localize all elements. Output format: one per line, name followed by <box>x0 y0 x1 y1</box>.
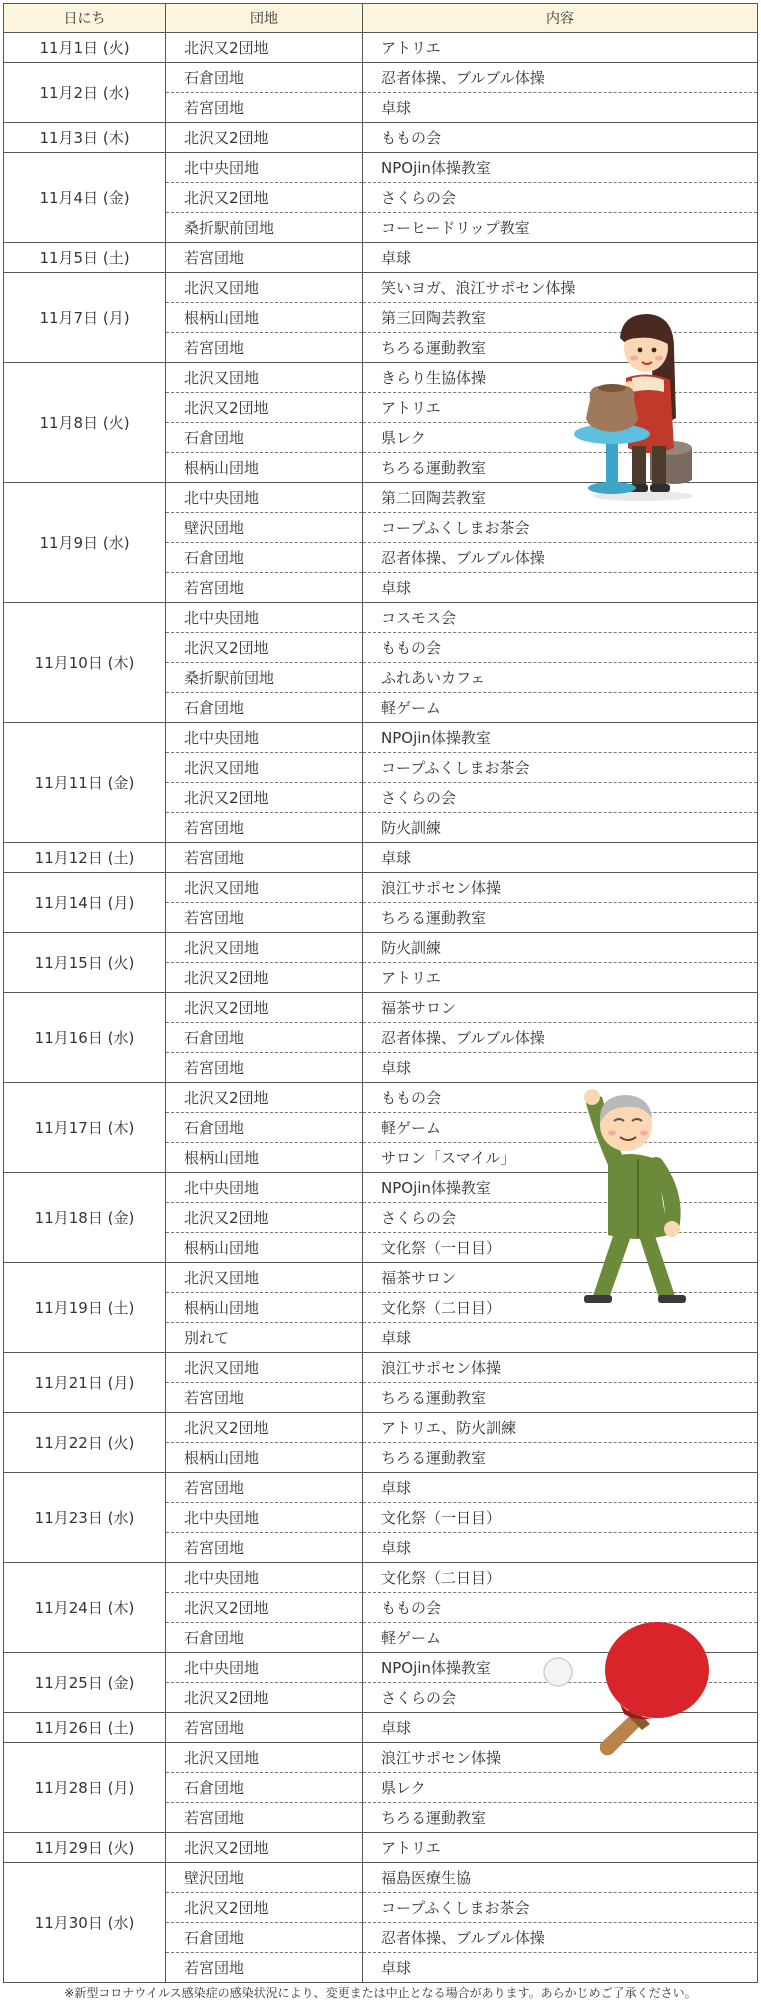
content-cell: 文化祭（一日目） <box>363 1503 758 1533</box>
date-cell: 11月12日 (土) <box>4 843 166 873</box>
date-cell: 11月24日 (木) <box>4 1563 166 1653</box>
date-cell: 11月29日 (火) <box>4 1833 166 1863</box>
date-cell: 11月10日 (木) <box>4 603 166 723</box>
content-cell: 卓球 <box>363 93 758 123</box>
danchi-cell: 北沢又2団地 <box>166 1683 363 1713</box>
danchi-cell: 北沢又2団地 <box>166 1833 363 1863</box>
schedule-row <box>4 1353 758 1383</box>
content-cell: NPOjin体操教室 <box>363 723 758 753</box>
danchi-cell: 北沢又2団地 <box>166 393 363 423</box>
danchi-cell: 北沢又2団地 <box>166 1893 363 1923</box>
table-tennis-paddle-illustration <box>542 1618 712 1758</box>
danchi-cell: 壁沢団地 <box>166 513 363 543</box>
danchi-cell: 北沢又団地 <box>166 1353 363 1383</box>
content-cell: 文化祭（二日目） <box>363 1293 758 1323</box>
content-cell: ちろる運動教室 <box>363 1803 758 1833</box>
schedule-row <box>4 873 758 903</box>
content-cell: 福茶サロン <box>363 1263 758 1293</box>
content-cell: きらり生協体操 <box>363 363 758 393</box>
content-cell: 笑いヨガ、浪江サポセン体操 <box>363 273 758 303</box>
content-cell: コーヒードリップ教室 <box>363 213 758 243</box>
content-cell: コープふくしまお茶会 <box>363 513 758 543</box>
date-cell: 11月23日 (水) <box>4 1473 166 1563</box>
schedule-row <box>4 243 758 273</box>
header-content: 内容 <box>363 4 758 33</box>
danchi-cell: 若宮団地 <box>166 1053 363 1083</box>
content-cell: 浪江サポセン体操 <box>363 1353 758 1383</box>
danchi-cell: 北沢又2団地 <box>166 993 363 1023</box>
content-cell: 防火訓練 <box>363 813 758 843</box>
date-cell: 11月14日 (月) <box>4 873 166 933</box>
content-cell: サロン「スマイル」 <box>363 1143 758 1173</box>
content-cell: 軽ゲーム <box>363 1113 758 1143</box>
danchi-cell: 石倉団地 <box>166 1113 363 1143</box>
danchi-cell: 北沢又団地 <box>166 1743 363 1773</box>
danchi-cell: 根柄山団地 <box>166 1143 363 1173</box>
danchi-cell: 北中央団地 <box>166 1503 363 1533</box>
danchi-cell: 北沢又2団地 <box>166 123 363 153</box>
danchi-cell: 北沢又団地 <box>166 273 363 303</box>
danchi-cell: 根柄山団地 <box>166 1293 363 1323</box>
content-cell: 卓球 <box>363 1713 758 1743</box>
content-cell: NPOjin体操教室 <box>363 1653 758 1683</box>
schedule-row <box>4 1563 758 1593</box>
content-cell: 福島医療生協 <box>363 1863 758 1893</box>
content-cell: 卓球 <box>363 573 758 603</box>
schedule-row <box>4 273 758 303</box>
danchi-cell: 壁沢団地 <box>166 1863 363 1893</box>
danchi-cell: 北沢又2団地 <box>166 183 363 213</box>
danchi-cell: 桑折駅前団地 <box>166 213 363 243</box>
content-cell: 第二回陶芸教室 <box>363 483 758 513</box>
danchi-cell: 北沢又2団地 <box>166 783 363 813</box>
content-cell: 県レク <box>363 423 758 453</box>
danchi-cell: 若宮団地 <box>166 1803 363 1833</box>
danchi-cell: 北沢又団地 <box>166 363 363 393</box>
date-cell: 11月11日 (金) <box>4 723 166 843</box>
content-cell: NPOjin体操教室 <box>363 153 758 183</box>
danchi-cell: 若宮団地 <box>166 813 363 843</box>
content-cell: 忍者体操、ブルブル体操 <box>363 1023 758 1053</box>
danchi-cell: 若宮団地 <box>166 93 363 123</box>
content-cell: ももの会 <box>363 123 758 153</box>
content-cell: 卓球 <box>363 1323 758 1353</box>
content-cell: ももの会 <box>363 1593 758 1623</box>
content-cell: ちろる運動教室 <box>363 1443 758 1473</box>
danchi-cell: 石倉団地 <box>166 63 363 93</box>
danchi-cell: 北沢又団地 <box>166 933 363 963</box>
content-cell: ももの会 <box>363 1083 758 1113</box>
content-cell: さくらの会 <box>363 783 758 813</box>
danchi-cell: 根柄山団地 <box>166 303 363 333</box>
schedule-row <box>4 1473 758 1503</box>
danchi-cell: 若宮団地 <box>166 243 363 273</box>
date-cell: 11月5日 (土) <box>4 243 166 273</box>
danchi-cell: 根柄山団地 <box>166 453 363 483</box>
content-cell: 軽ゲーム <box>363 1623 758 1653</box>
schedule-row <box>4 993 758 1023</box>
content-cell: コープふくしまお茶会 <box>363 753 758 783</box>
danchi-cell: 北沢又団地 <box>166 753 363 783</box>
schedule-row <box>4 33 758 63</box>
content-cell: ちろる運動教室 <box>363 333 758 363</box>
danchi-cell: 北沢又2団地 <box>166 633 363 663</box>
date-cell: 11月18日 (金) <box>4 1173 166 1263</box>
schedule-row <box>4 63 758 93</box>
content-cell: 福茶サロン <box>363 993 758 1023</box>
date-cell: 11月2日 (水) <box>4 63 166 123</box>
danchi-cell: 桑折駅前団地 <box>166 663 363 693</box>
danchi-cell: 北中央団地 <box>166 1653 363 1683</box>
schedule-row <box>4 933 758 963</box>
content-cell: 防火訓練 <box>363 933 758 963</box>
danchi-cell: 若宮団地 <box>166 1533 363 1563</box>
danchi-cell: 北中央団地 <box>166 723 363 753</box>
content-cell: 卓球 <box>363 1953 758 1983</box>
content-cell: アトリエ <box>363 963 758 993</box>
content-cell: 卓球 <box>363 1473 758 1503</box>
content-cell: 第三回陶芸教室 <box>363 303 758 333</box>
content-cell: アトリエ <box>363 33 758 63</box>
date-cell: 11月22日 (火) <box>4 1413 166 1473</box>
danchi-cell: 石倉団地 <box>166 1773 363 1803</box>
date-cell: 11月30日 (水) <box>4 1863 166 1983</box>
content-cell: ももの会 <box>363 633 758 663</box>
danchi-cell: 若宮団地 <box>166 1953 363 1983</box>
date-cell: 11月28日 (月) <box>4 1743 166 1833</box>
header-date: 日にち <box>4 4 166 33</box>
date-cell: 11月19日 (土) <box>4 1263 166 1353</box>
danchi-cell: 北沢又2団地 <box>166 1413 363 1443</box>
danchi-cell: 北中央団地 <box>166 1563 363 1593</box>
danchi-cell: 北中央団地 <box>166 483 363 513</box>
danchi-cell: 北沢又2団地 <box>166 33 363 63</box>
danchi-cell: 若宮団地 <box>166 903 363 933</box>
content-cell: アトリエ、防火訓練 <box>363 1413 758 1443</box>
date-cell: 11月3日 (木) <box>4 123 166 153</box>
danchi-cell: 北沢又2団地 <box>166 963 363 993</box>
danchi-cell: 若宮団地 <box>166 843 363 873</box>
danchi-cell: 石倉団地 <box>166 1623 363 1653</box>
content-cell: 卓球 <box>363 243 758 273</box>
schedule-row <box>4 123 758 153</box>
schedule-row <box>4 1863 758 1893</box>
content-cell: 忍者体操、ブルブル体操 <box>363 543 758 573</box>
content-cell: 卓球 <box>363 1533 758 1563</box>
date-cell: 11月4日 (金) <box>4 153 166 243</box>
content-cell: ちろる運動教室 <box>363 903 758 933</box>
date-cell: 11月9日 (水) <box>4 483 166 603</box>
danchi-cell: 北中央団地 <box>166 1173 363 1203</box>
danchi-cell: 別れて <box>166 1323 363 1353</box>
content-cell: ふれあいカフェ <box>363 663 758 693</box>
date-cell: 11月17日 (木) <box>4 1083 166 1173</box>
content-cell: 卓球 <box>363 1053 758 1083</box>
footnote: ※新型コロナウイルス感染症の感染状況により、変更または中止となる場合があります。あらかじめご了承ください。 <box>64 1986 697 2000</box>
danchi-cell: 北沢又2団地 <box>166 1593 363 1623</box>
schedule-row <box>4 1413 758 1443</box>
danchi-cell: 若宮団地 <box>166 1473 363 1503</box>
date-cell: 11月1日 (火) <box>4 33 166 63</box>
date-cell: 11月15日 (火) <box>4 933 166 993</box>
pottery-woman-illustration <box>568 308 708 504</box>
content-cell: コスモス会 <box>363 603 758 633</box>
schedule-row <box>4 153 758 183</box>
schedule-row <box>4 1833 758 1863</box>
content-cell: 忍者体操、ブルブル体操 <box>363 1923 758 1953</box>
danchi-cell: 北沢又団地 <box>166 1263 363 1293</box>
content-cell: 軽ゲーム <box>363 693 758 723</box>
danchi-cell: 若宮団地 <box>166 573 363 603</box>
content-cell: さくらの会 <box>363 183 758 213</box>
danchi-cell: 石倉団地 <box>166 1923 363 1953</box>
danchi-cell: 石倉団地 <box>166 543 363 573</box>
content-cell: 浪江サポセン体操 <box>363 1743 758 1773</box>
danchi-cell: 石倉団地 <box>166 693 363 723</box>
schedule-row <box>4 723 758 753</box>
danchi-cell: 石倉団地 <box>166 423 363 453</box>
danchi-cell: 北沢又団地 <box>166 873 363 903</box>
danchi-cell: 根柄山団地 <box>166 1443 363 1473</box>
elderly-man-exercise-illustration <box>564 1073 704 1313</box>
content-cell: アトリエ <box>363 1833 758 1863</box>
date-cell: 11月25日 (金) <box>4 1653 166 1713</box>
content-cell: 忍者体操、ブルブル体操 <box>363 63 758 93</box>
content-cell: ちろる運動教室 <box>363 453 758 483</box>
date-cell: 11月8日 (火) <box>4 363 166 483</box>
content-cell: ちろる運動教室 <box>363 1383 758 1413</box>
danchi-cell: 若宮団地 <box>166 333 363 363</box>
content-cell: さくらの会 <box>363 1683 758 1713</box>
header-danchi: 団地 <box>166 4 363 33</box>
content-cell: アトリエ <box>363 393 758 423</box>
danchi-cell: 北中央団地 <box>166 153 363 183</box>
danchi-cell: 北中央団地 <box>166 603 363 633</box>
date-cell: 11月7日 (月) <box>4 273 166 363</box>
danchi-cell: 北沢又2団地 <box>166 1083 363 1113</box>
content-cell: 文化祭（一日目） <box>363 1233 758 1263</box>
content-cell: 文化祭（二日目） <box>363 1563 758 1593</box>
danchi-cell: 石倉団地 <box>166 1023 363 1053</box>
date-cell: 11月21日 (月) <box>4 1353 166 1413</box>
content-cell: NPOjin体操教室 <box>363 1173 758 1203</box>
content-cell: さくらの会 <box>363 1203 758 1233</box>
content-cell: 卓球 <box>363 843 758 873</box>
danchi-cell: 若宮団地 <box>166 1713 363 1743</box>
danchi-cell: 北沢又2団地 <box>166 1203 363 1233</box>
schedule-row <box>4 603 758 633</box>
content-cell: 県レク <box>363 1773 758 1803</box>
content-cell: コープふくしまお茶会 <box>363 1893 758 1923</box>
header-row <box>4 4 758 33</box>
danchi-cell: 根柄山団地 <box>166 1233 363 1263</box>
date-cell: 11月16日 (水) <box>4 993 166 1083</box>
date-cell: 11月26日 (土) <box>4 1713 166 1743</box>
danchi-cell: 若宮団地 <box>166 1383 363 1413</box>
content-cell: 浪江サポセン体操 <box>363 873 758 903</box>
schedule-row <box>4 843 758 873</box>
